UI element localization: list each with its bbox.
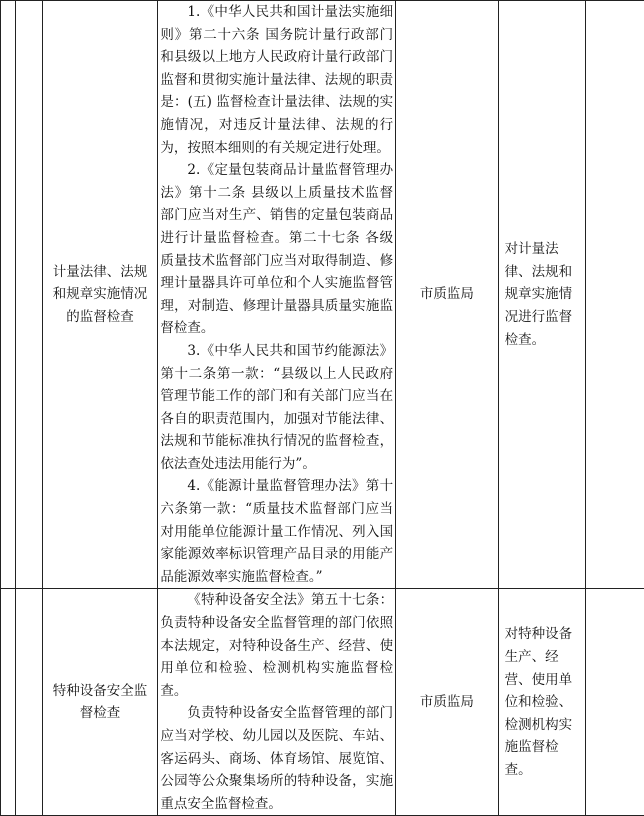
- serial-cell: [16, 1, 42, 589]
- serial-cell: [16, 589, 42, 816]
- nature-text: 对计量法律、法规和规章实施情况进行监督检查。: [499, 238, 585, 351]
- blank-cell: [1, 1, 16, 589]
- item-name-cell: [42, 589, 158, 816]
- legal-basis-cell: [158, 589, 396, 816]
- nature-cell: [498, 1, 585, 589]
- table-row: [1, 589, 644, 816]
- legal-basis-paragraph: 4.《能源计量监督管理办法》第十六条第一款：“质量技术监督部门应当对用能单位能源计量工作情况、列入国家能源效率标识管理产品目录的用能产品能源效率实施监督检查。”: [158, 475, 395, 588]
- item-name: 计量法律、法规和规章实施情况的监督检查: [43, 261, 158, 329]
- table-row: [1, 1, 644, 589]
- legal-basis-paragraph: 负责特种设备安全监督管理的部门应当对学校、幼儿园以及医院、车站、客运码头、商场、体育场馆、展览馆、公园等公众聚集场所的特种设备，实施重点安全监督检查。: [158, 702, 395, 815]
- blank-cell: [1, 589, 16, 816]
- legal-basis-paragraph: 《特种设备安全法》第五十七条：负责特种设备安全监督管理的部门依照本法规定，对特种设备生产、经营、使用单位和检验、检测机构实施监督检查。: [158, 589, 395, 702]
- department: 市质监局: [420, 694, 474, 710]
- legal-basis-paragraph: 2.《定量包装商品计量监督管理办法》第十二条 县级以上质量技术监督部门应当对生产、销售的定量包装商品进行计量监督检查。第二十七条 各级质量技术监督部门应当对取得制造、修理计量器具许可单位和个人实施监督管理，对制造、修理计量器具质量实施监督检查。: [158, 159, 395, 340]
- nature-text: 对特种设备生产、经营、使用单位和检验、检测机构实施监督检查。: [499, 623, 585, 781]
- item-name: 特种设备安全监督检查: [43, 680, 158, 725]
- blank-cell: [586, 1, 644, 589]
- legal-basis-paragraph: 3.《中华人民共和国节约能源法》第十二条第一款：“县级以上人民政府管理节能工作的部门和有关部门应当在各自的职责范围内，加强对节能法律、法规和节能标准执行情况的监督检查，依法查处违法用能行为”。: [158, 340, 395, 476]
- blank-cell: [586, 589, 644, 816]
- item-name-cell: [42, 1, 158, 589]
- nature-cell: [498, 589, 585, 816]
- department-cell: [396, 1, 499, 589]
- legal-basis-paragraph: 1.《中华人民共和国计量法实施细则》第二十六条 国务院计量行政部门和县级以上地方人民政府计量行政部门监督和贯彻实施计量法律、法规的职责是：(五) 监督检查计量法律、法规的实施情况，对违反计量法律、法规的行为，按照本细则的有关规定进行处理。: [158, 1, 395, 159]
- legal-basis-cell: [158, 1, 396, 589]
- department-cell: [396, 589, 499, 816]
- department: 市质监局: [420, 286, 474, 302]
